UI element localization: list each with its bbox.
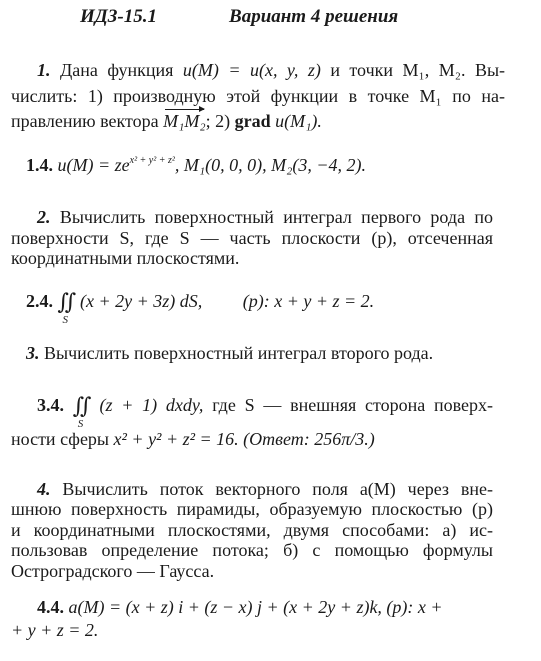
problem-4-line-1: [37, 479, 493, 500]
double-integral-symbol: ∬ S: [58, 293, 76, 311]
task-4-4-line-2: [11, 620, 98, 641]
problem-text: ; 2): [205, 111, 231, 131]
plane-equation: + y + z = 2.: [11, 620, 99, 640]
problem-1-line-3: [11, 111, 322, 132]
sphere-equation: x² + y² + z² = 16.: [113, 429, 239, 449]
problem-1-line-2: числить: 1) производную этой функции в точке M₁ по на-: [11, 86, 505, 106]
problem-3: [26, 343, 433, 364]
problem-number: 3.: [26, 343, 40, 363]
problem-text: и точки M₁, M₂. Вы-: [330, 60, 506, 80]
formula: (x + 2y + 3z) dS,: [80, 291, 203, 311]
problem-number: 1.: [37, 60, 51, 80]
task-1-4: [26, 155, 366, 176]
problem-4-line-5: Остроградского — Гаусса.: [11, 561, 215, 581]
problem-text: где S — внешняя сторона поверх-: [212, 395, 494, 415]
vector-field-formula: a(M) = (x + z) i + (z − x) j + (x + 2y + z)k, (p): x +: [68, 597, 443, 617]
problem-text: ности сферы: [11, 429, 110, 449]
problem-4-line-3: и координатными плоскостями, двумя способами: а) ис-: [11, 520, 493, 540]
formula: u(M) = u(x, y, z): [182, 60, 321, 80]
problem-text: Вычислить поверхностный интеграл первого рода по: [59, 207, 494, 227]
integral-limit: S: [62, 314, 68, 326]
exponent: x² + y² + z²: [129, 155, 175, 166]
problem-text: Вычислить поверхностный интеграл второго рода.: [44, 343, 434, 363]
plane-equation: (p): x + y + z = 2.: [242, 291, 375, 311]
problem-2-line-1: [37, 207, 493, 228]
task-4-4-line-1: [37, 597, 443, 618]
double-integral-symbol: ∬ S: [73, 397, 91, 415]
integral-limit: S: [77, 418, 84, 430]
task-number: 3.4.: [37, 395, 64, 415]
formula: u(M) = ze: [57, 155, 130, 175]
points: , M₁(0, 0, 0), M₂(3, −4, 2).: [174, 155, 367, 175]
task-number: 2.4.: [26, 291, 53, 311]
formula: (z + 1) dxdy,: [99, 395, 204, 415]
problem-text: Вычислить поток векторного поля a(M) через вне-: [62, 479, 494, 499]
problem-1-line-1: [37, 60, 505, 81]
formula: u(M₁).: [275, 111, 322, 131]
task-number: 4.4.: [37, 597, 64, 617]
document-header: [80, 6, 398, 28]
problem-number: 2.: [37, 207, 51, 227]
problem-4-line-4: пользовав определение потока; б) с помощью формулы: [11, 540, 493, 560]
problem-2-line-3: координатными плоскостями.: [11, 248, 240, 268]
task-3-4-line-2: [11, 429, 375, 450]
document-title: ИДЗ-15.1: [80, 6, 158, 27]
grad-operator: grad: [234, 111, 271, 131]
task-2-4: [26, 289, 375, 326]
task-number: 1.4.: [26, 155, 53, 175]
answer: (Ответ: 256π/3.): [243, 429, 375, 449]
task-3-4-line-1: [37, 393, 494, 430]
problem-number: 4.: [37, 479, 51, 499]
problem-4-line-2: шнюю поверхность пирамиды, образуемую плоскостью (p): [11, 499, 493, 519]
problem-2-line-2: поверхности S, где S — часть плоскости (p), отсеченная: [11, 228, 493, 248]
variant-label: Вариант 4 решения: [229, 6, 399, 27]
problem-text: Дана функция: [59, 60, 174, 80]
problem-text: правлению вектора: [11, 111, 159, 131]
vector-m1m2: M₁M₂: [163, 111, 206, 131]
